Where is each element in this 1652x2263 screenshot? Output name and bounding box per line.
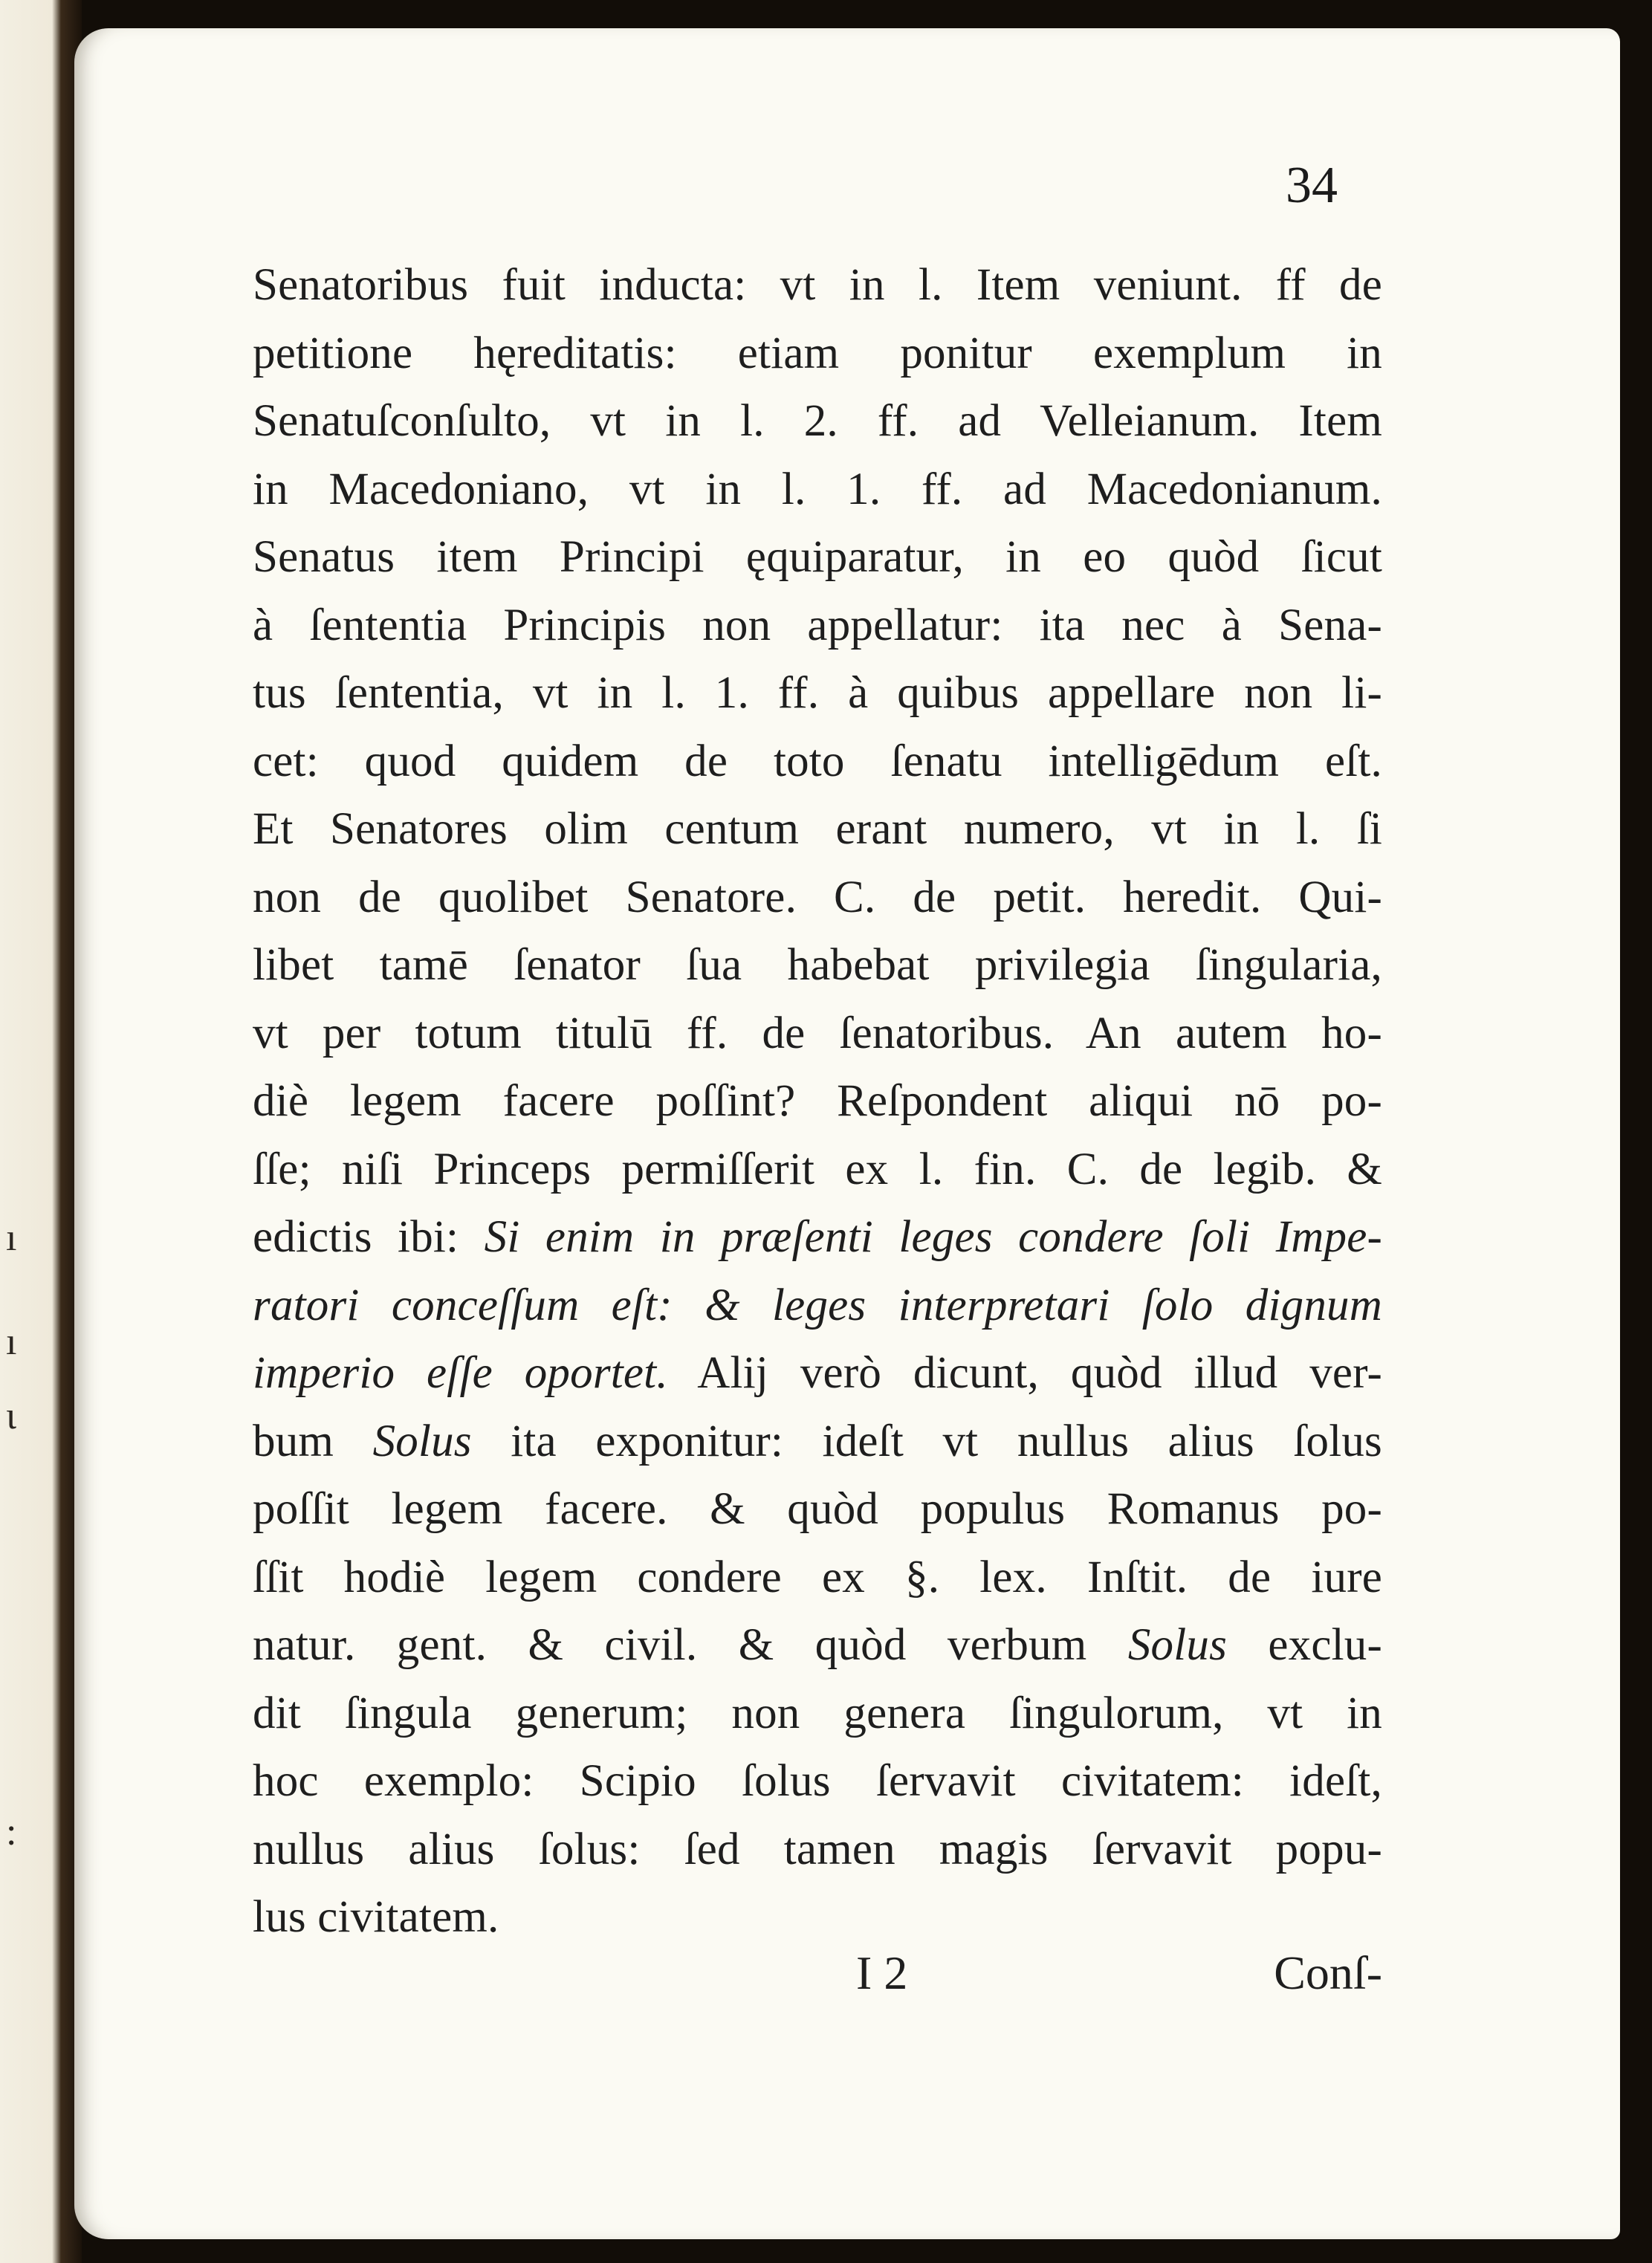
text-run: poſſit legem facere. & quòd populus Romanus po-: [253, 1484, 1382, 1534]
text-line: [253, 1747, 1382, 1816]
text-run: cet: quod quidem de toto ſenatu intelligēdum eſt.: [253, 736, 1382, 786]
text-run: libet tamē ſenator ſua habebat privilegia ſingularia,: [253, 940, 1382, 990]
text-run: exclu-: [1227, 1620, 1383, 1670]
text-line: [253, 320, 1382, 388]
italic-quote: ratori conceſſum eſt: & leges interpretari ſolo dignum: [253, 1280, 1382, 1330]
text-line: [253, 864, 1382, 932]
text-run: in Macedoniano, vt in l. 1. ff. ad Macedonianum.: [253, 464, 1382, 514]
text-line: [253, 1272, 1382, 1340]
text-line: [253, 1816, 1382, 1884]
text-line: [253, 1339, 1382, 1408]
italic-quote: Solus: [372, 1416, 472, 1466]
text-run: à ſententia Principis non appellatur: ita nec à Sena-: [253, 600, 1382, 650]
text-run: tus ſententia, vt in l. 1. ff. à quibus appellare non li-: [253, 668, 1382, 718]
text-run: Et Senatores olim centum erant numero, vt in l. ſi: [253, 804, 1382, 854]
text-run: dit ſingula generum; non genera ſingulorum, vt in: [253, 1688, 1382, 1738]
text-run: hoc exemplo: Scipio ſolus ſervavit civitatem: ideſt,: [253, 1756, 1382, 1806]
text-line: [253, 1203, 1382, 1272]
text-line: [253, 931, 1382, 1000]
page-number: 34: [1286, 157, 1338, 214]
previous-page-edge-glyph: :: [6, 1811, 17, 1854]
binding-edge: [0, 0, 82, 2263]
previous-page-edge-glyph: ı: [6, 1321, 17, 1363]
text-run: bum: [253, 1416, 373, 1466]
text-line: [253, 251, 1382, 320]
signature-mark: I 2: [856, 1946, 908, 1999]
text-run: nullus alius ſolus: ſed tamen magis ſervavit popu-: [253, 1824, 1382, 1874]
text-run: non de quolibet Senatore. C. de petit. heredit. Qui-: [253, 872, 1382, 922]
italic-quote: Solus: [1127, 1620, 1228, 1670]
text-run: Senatoribus fuit inducta: vt in l. Item veniunt. ff de: [253, 260, 1382, 310]
text-run: vt per totum titulū ff. de ſenatoribus. An autem ho-: [253, 1008, 1382, 1058]
text-run: diè legem facere poſſint? Reſpondent aliqui nō po-: [253, 1076, 1382, 1126]
text-line: [253, 728, 1382, 796]
text-line: [253, 1000, 1382, 1068]
text-line: [253, 1136, 1382, 1204]
text-run: ſſit hodiè legem condere ex §. lex. Inſtit. de iure: [253, 1552, 1382, 1602]
body-text: [253, 251, 1382, 1952]
text-line: [253, 1067, 1382, 1136]
text-run: ſſe; niſi Princeps permiſſerit ex l. fin. C. de legib. &: [253, 1144, 1382, 1194]
text-line: [253, 387, 1382, 456]
text-line: [253, 1544, 1382, 1612]
text-line: [253, 795, 1382, 864]
catchword: Conſ-: [1274, 1946, 1382, 1999]
italic-quote: Si enim in præſenti leges condere ſoli Impe-: [484, 1212, 1382, 1262]
text-line: [253, 1475, 1382, 1544]
text-line: [253, 592, 1382, 660]
page-footer: [253, 1946, 1382, 2013]
text-run: ita exponitur: ideſt vt nullus alius ſolus: [471, 1416, 1383, 1466]
text-line: [253, 1883, 1382, 1952]
previous-page-edge-glyph: ı: [6, 1217, 17, 1259]
text-line: [253, 456, 1382, 524]
book-page: [74, 28, 1620, 2239]
text-line: [253, 1408, 1382, 1476]
text-line: [253, 523, 1382, 592]
text-run: edictis ibi:: [253, 1212, 485, 1262]
text-run: Senatuſconſulto, vt in l. 2. ff. ad Velleianum. Item: [253, 396, 1382, 446]
italic-quote: imperio eſſe oportet.: [253, 1348, 668, 1398]
text-run: Senatus item Principi ęquiparatur, in eo quòd ſicut: [253, 532, 1382, 582]
text-run: lus civitatem.: [253, 1892, 499, 1942]
previous-page-edge-glyph: ɩ: [6, 1395, 16, 1437]
text-line: [253, 1680, 1382, 1748]
text-run: petitione hęreditatis: etiam ponitur exemplum in: [253, 328, 1382, 378]
text-run: natur. gent. & civil. & quòd verbum: [253, 1620, 1128, 1670]
text-line: [253, 659, 1382, 728]
text-run: Alij verò dicunt, quòd illud ver-: [667, 1348, 1383, 1398]
text-line: [253, 1611, 1382, 1680]
